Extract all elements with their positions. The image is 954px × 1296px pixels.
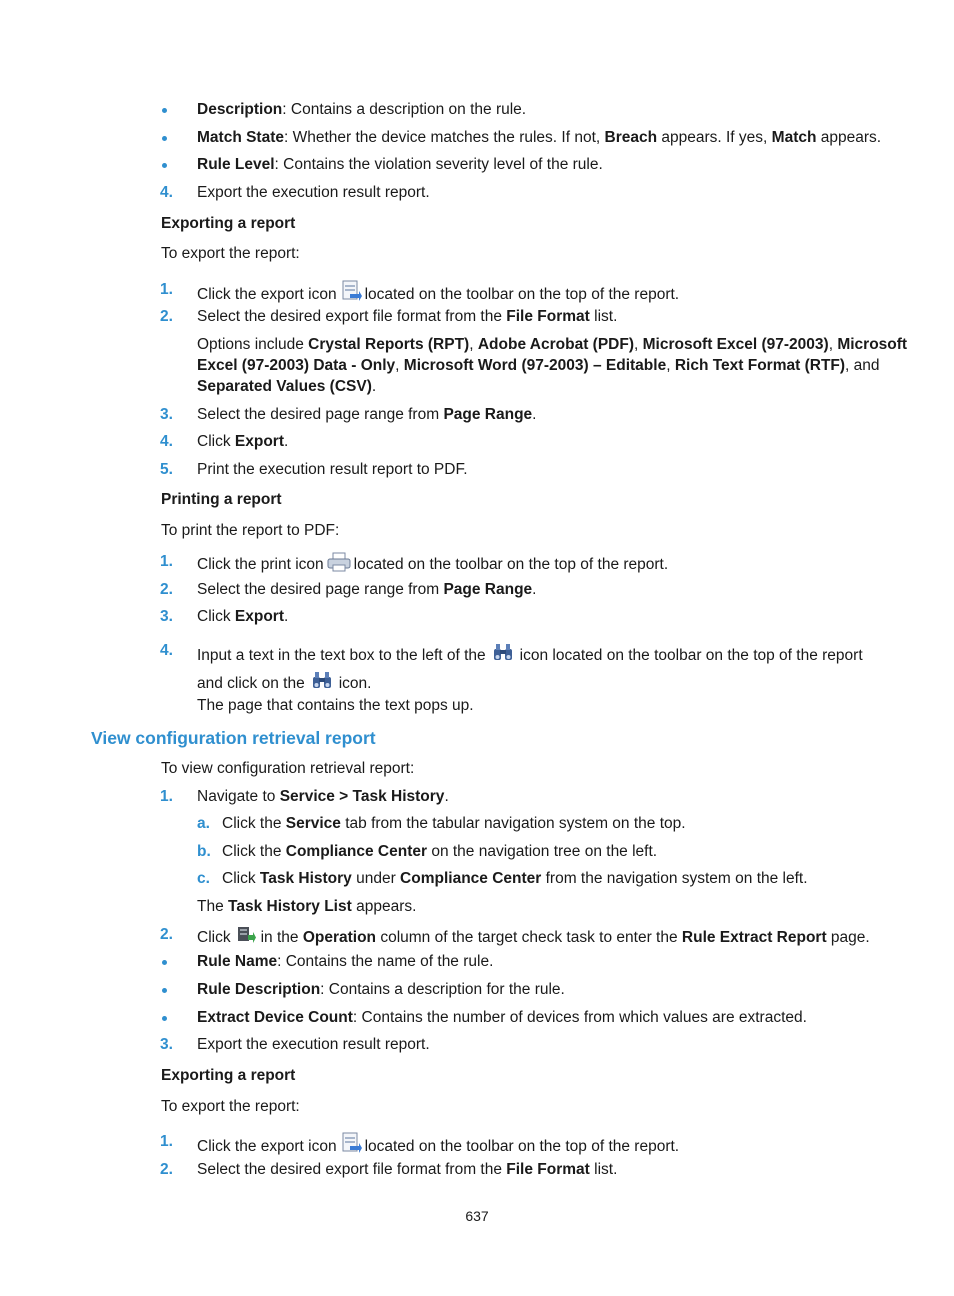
print-icon [327, 552, 351, 578]
step-number: 1. [160, 788, 173, 805]
bullet-marker [162, 960, 167, 965]
subheading-exporting: Exporting a report [161, 215, 296, 232]
step-click-export: Click the export icon located on the toolbar on the top of the report. [197, 1132, 679, 1160]
step-page-range: Select the desired page range from Page Range. [197, 406, 537, 423]
subheading-exporting: Exporting a report [161, 1067, 296, 1084]
export-icon [340, 280, 362, 308]
bullet-rule-name: Rule Name: Contains the name of the rule. [197, 953, 494, 970]
step-select-format: Select the desired export file format from the File Format list. [197, 308, 618, 325]
substep-letter: c. [197, 870, 210, 887]
step-click-print: Click the print icon located on the toolbar on the top of the report. [197, 552, 668, 578]
step-click-export: Click the export icon located on the toolbar on the top of the report. [197, 280, 679, 308]
substep-task-history: Click Task History under Compliance Center from the navigation system on the left. [222, 870, 808, 887]
step-number: 5. [160, 461, 173, 478]
step-number: 3. [160, 608, 173, 625]
step-number: 2. [160, 1161, 173, 1178]
step-page-range: Select the desired page range from Page Range. [197, 581, 537, 598]
subheading-printing: Printing a report [161, 491, 282, 508]
page-number: 637 [465, 1208, 489, 1224]
step-click-search: and click on the icon. [197, 669, 371, 697]
step-navigate: Navigate to Service > Task History. [197, 788, 449, 805]
options-line-3: Separated Values (CSV). [197, 378, 377, 395]
step-click-export-button: Click Export. [197, 433, 289, 450]
extract-report-icon [236, 925, 256, 951]
step-select-format: Select the desired export file format from the File Format list. [197, 1161, 618, 1178]
bullet-rule-description: Rule Description: Contains a description for the rule. [197, 981, 565, 998]
bullet-description: Description: Contains a description on the rule. [197, 101, 527, 118]
section-title: View configuration retrieval report [91, 728, 376, 748]
bullet-marker [162, 988, 167, 993]
step-number: 1. [160, 281, 173, 298]
bullet-match-state: Match State: Whether the device matches the rules. If not, Breach appears. If yes, Match appears. [197, 129, 882, 146]
step-number: 2. [160, 308, 173, 325]
substep-service-tab: Click the Service tab from the tabular navigation system on the top. [222, 815, 686, 832]
step-number: 3. [160, 1036, 173, 1053]
step-number: 2. [160, 581, 173, 598]
step-number: 4. [160, 184, 173, 201]
intro-text: To view configuration retrieval report: [161, 760, 415, 777]
step-click-operation: Click in the Operation column of the target check task to enter the Rule Extract Report page. [197, 925, 870, 951]
intro-text: To print the report to PDF: [161, 522, 340, 539]
binoculars-icon [492, 641, 514, 669]
step-click-export-button: Click Export. [197, 608, 289, 625]
substep-letter: a. [197, 815, 210, 832]
bullet-marker [162, 1016, 167, 1021]
step-number: 1. [160, 1133, 173, 1150]
bullet-marker [162, 163, 167, 168]
step-number: 2. [160, 926, 173, 943]
intro-text: To export the report: [161, 1098, 300, 1115]
step-print-pdf: Print the execution result report to PDF. [197, 461, 468, 478]
step-number: 4. [160, 433, 173, 450]
binoculars-icon [311, 669, 333, 697]
substep-letter: b. [197, 843, 211, 860]
bullet-marker [162, 108, 167, 113]
step-input-text: Input a text in the text box to the left of the icon located on the toolbar on the top of the report [197, 641, 863, 669]
step-export-result: Export the execution result report. [197, 184, 430, 201]
step-number: 1. [160, 553, 173, 570]
intro-text: To export the report: [161, 245, 300, 262]
bullet-rule-level: Rule Level: Contains the violation severity level of the rule. [197, 156, 603, 173]
step-number: 4. [160, 642, 173, 659]
step-result-text: The page that contains the text pops up. [197, 697, 474, 714]
options-line-1: Options include Crystal Reports (RPT), Adobe Acrobat (PDF), Microsoft Excel (97-2003), Microsoft [197, 336, 908, 353]
step-export-result: Export the execution result report. [197, 1036, 430, 1053]
step-number: 3. [160, 406, 173, 423]
bullet-marker [162, 136, 167, 141]
export-icon [340, 1132, 362, 1160]
substep-compliance-center: Click the Compliance Center on the navigation tree on the left. [222, 843, 658, 860]
task-history-appears: The Task History List appears. [197, 898, 417, 915]
bullet-extract-device-count: Extract Device Count: Contains the number of devices from which values are extracted. [197, 1009, 807, 1026]
options-line-2: Excel (97-2003) Data - Only, Microsoft Word (97-2003) – Editable, Rich Text Format (RTF), and [197, 357, 880, 374]
